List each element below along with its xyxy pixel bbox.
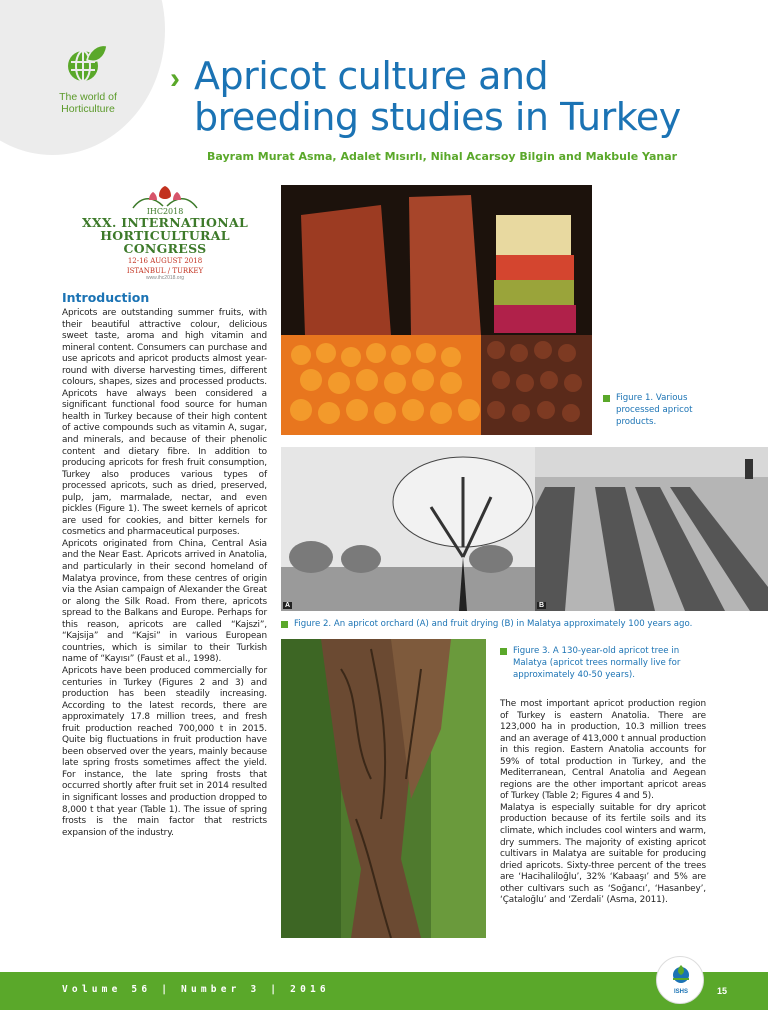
figure-1-photo <box>281 185 592 435</box>
figure-2a-photo <box>281 447 535 611</box>
congress-title-line-1: XXX. INTERNATIONAL <box>81 215 249 230</box>
caption-text: Figure 2. An apricot orchard (A) and fruit drying (B) in Malatya approximately 100 years ago. <box>294 619 693 629</box>
ishs-badge-text: ISHS <box>673 989 688 995</box>
caption-square-icon <box>500 648 507 655</box>
tulip-wreath-icon <box>125 186 205 216</box>
chevron-right-icon: › <box>170 62 180 95</box>
horticulture-globe-logo <box>56 40 116 86</box>
section-name-label: The world of Horticulture <box>59 91 117 115</box>
ishs-flower-icon <box>657 957 705 991</box>
figure-2-caption <box>281 618 751 630</box>
body-paragraph: Apricots have been produced commercially for centuries in Turkey (Figures 2 and 3) and production has been steadily increasing. According to the latest records, there are approximately 17.8 million trees, and fresh fruit production reached 700,000 t in 2015. Quite big fluctuations in fruit production have been observed over the years, mainly because late spring frosts sometimes affect the yield. For instance, the late spring frosts that occurred shortly after fruit set in 2014 resulted in significant losses and production dropped to 8,000 t that year (Table 1). The issue of spring frosts is the main factor that restricts expansion of the industry. <box>62 665 267 838</box>
body-paragraph: Apricots are outstanding summer fruits, with their beautiful attractive colour, delicious sweet taste, aroma and high vitamin and mineral content. Consumers can purchase and use apricots and apricot products almost year-round with diverse harvesting times, different colours, shapes, sizes and processed products. Apricots have always been considered a significant functional food source for human health in Turkey because of their high content of active compounds such as vitamin A, sugar, and minerals, and because of their phenolic content and dietary fibre. In addition to producing apricots for fresh fruit consumption, Turkey also produces various types of processed apricots, such as dried, preserved, pulp, jam, marmalade, nectar, and even pickles (Figure 1). The sweet kernels of apricot are used for cookies, and bitter kernels for cosmetics and pharmaceutical purposes. <box>62 308 267 538</box>
figure-2b-photo <box>535 447 768 611</box>
congress-location: ISTANBUL / TURKEY <box>126 267 204 275</box>
title-line-2: breeding studies in Turkey <box>194 95 681 139</box>
footer-issue-info: Volume 56 | Number 3 | 2016 <box>62 984 330 995</box>
body-paragraph: The most important apricot production region of Turkey is eastern Anatolia. There are 123,000 ha in production, 10.3 million trees and an average of 413,000 t annual production in this region. Eastern Anatolia accounts for 59% of total production in Turkey, and the Mediterranean, Central Anatolia and Aegean regions are the other important apricot areas of Turkey (Table 2; Figures 4 and 5). <box>500 699 706 802</box>
caption-square-icon <box>603 395 610 402</box>
page-number: 15 <box>717 986 728 996</box>
caption-text: Figure 3. A 130-year-old apricot tree in Malatya (apricot trees normally live for approximately 40-50 years). <box>513 646 681 680</box>
ihc-congress-logo <box>62 186 268 282</box>
authors-line: Bayram Murat Asma, Adalet Mısırlı, Nihal Acarsoy Bilgin and Makbule Yanar <box>207 150 678 163</box>
figure-2a-label: A <box>285 602 291 609</box>
introduction-heading: Introduction <box>62 290 150 305</box>
congress-dates: 12-16 AUGUST 2018 <box>127 257 203 265</box>
congress-title-line-2: HORTICULTURAL CONGRESS <box>100 228 230 256</box>
figure-3-caption <box>500 645 700 681</box>
caption-square-icon <box>281 621 288 628</box>
figure-1-caption <box>603 392 713 428</box>
congress-website: www.ihc2018.org <box>145 275 185 281</box>
figure-3-photo <box>281 639 486 938</box>
caption-text: Figure 1. Various processed apricot products. <box>616 393 693 427</box>
ihc-logo-text: IHC2018 <box>146 207 184 216</box>
article-title <box>194 56 681 138</box>
figure-2b-label: B <box>539 602 545 609</box>
ishs-logo-badge <box>656 956 704 1004</box>
body-paragraph: Apricots originated from China, Central Asia and the Near East. Apricots arrived in Anatolia, and particularly in their second homeland of Malatya province, from these centres of origin via the Asian campaign of Alexander the Great or along the Silk Road. From there, apricots spread to the Balkans and Europe. Perhaps for this reason, apricots are called “Kajszi”, “Kajsija” and “Kajsi” in various European countries, which is similar to their Turkish name of “Kayısı” (Faust et al., 1998). <box>62 538 267 665</box>
title-line-1: Apricot culture and <box>194 54 549 98</box>
body-paragraph: Malatya is especially suitable for dry apricot production because of its fertile soils and its climate, which includes cool winters and warm, dry summers. The majority of existing apricot cultivars in Malatya are suitable for producing dried apricots. Sixty-three percent of the trees are ‘Hacihaliloğlu’, 32% ‘Kabaaşı’ and 5% are other cultivars such as ‘Soğancı’, ‘Hasanbey’, ‘Çataloğlu’ and ‘Zerdali’ (Asma, 2011). <box>500 802 706 906</box>
left-text-column <box>62 308 267 839</box>
right-text-column <box>500 699 706 907</box>
